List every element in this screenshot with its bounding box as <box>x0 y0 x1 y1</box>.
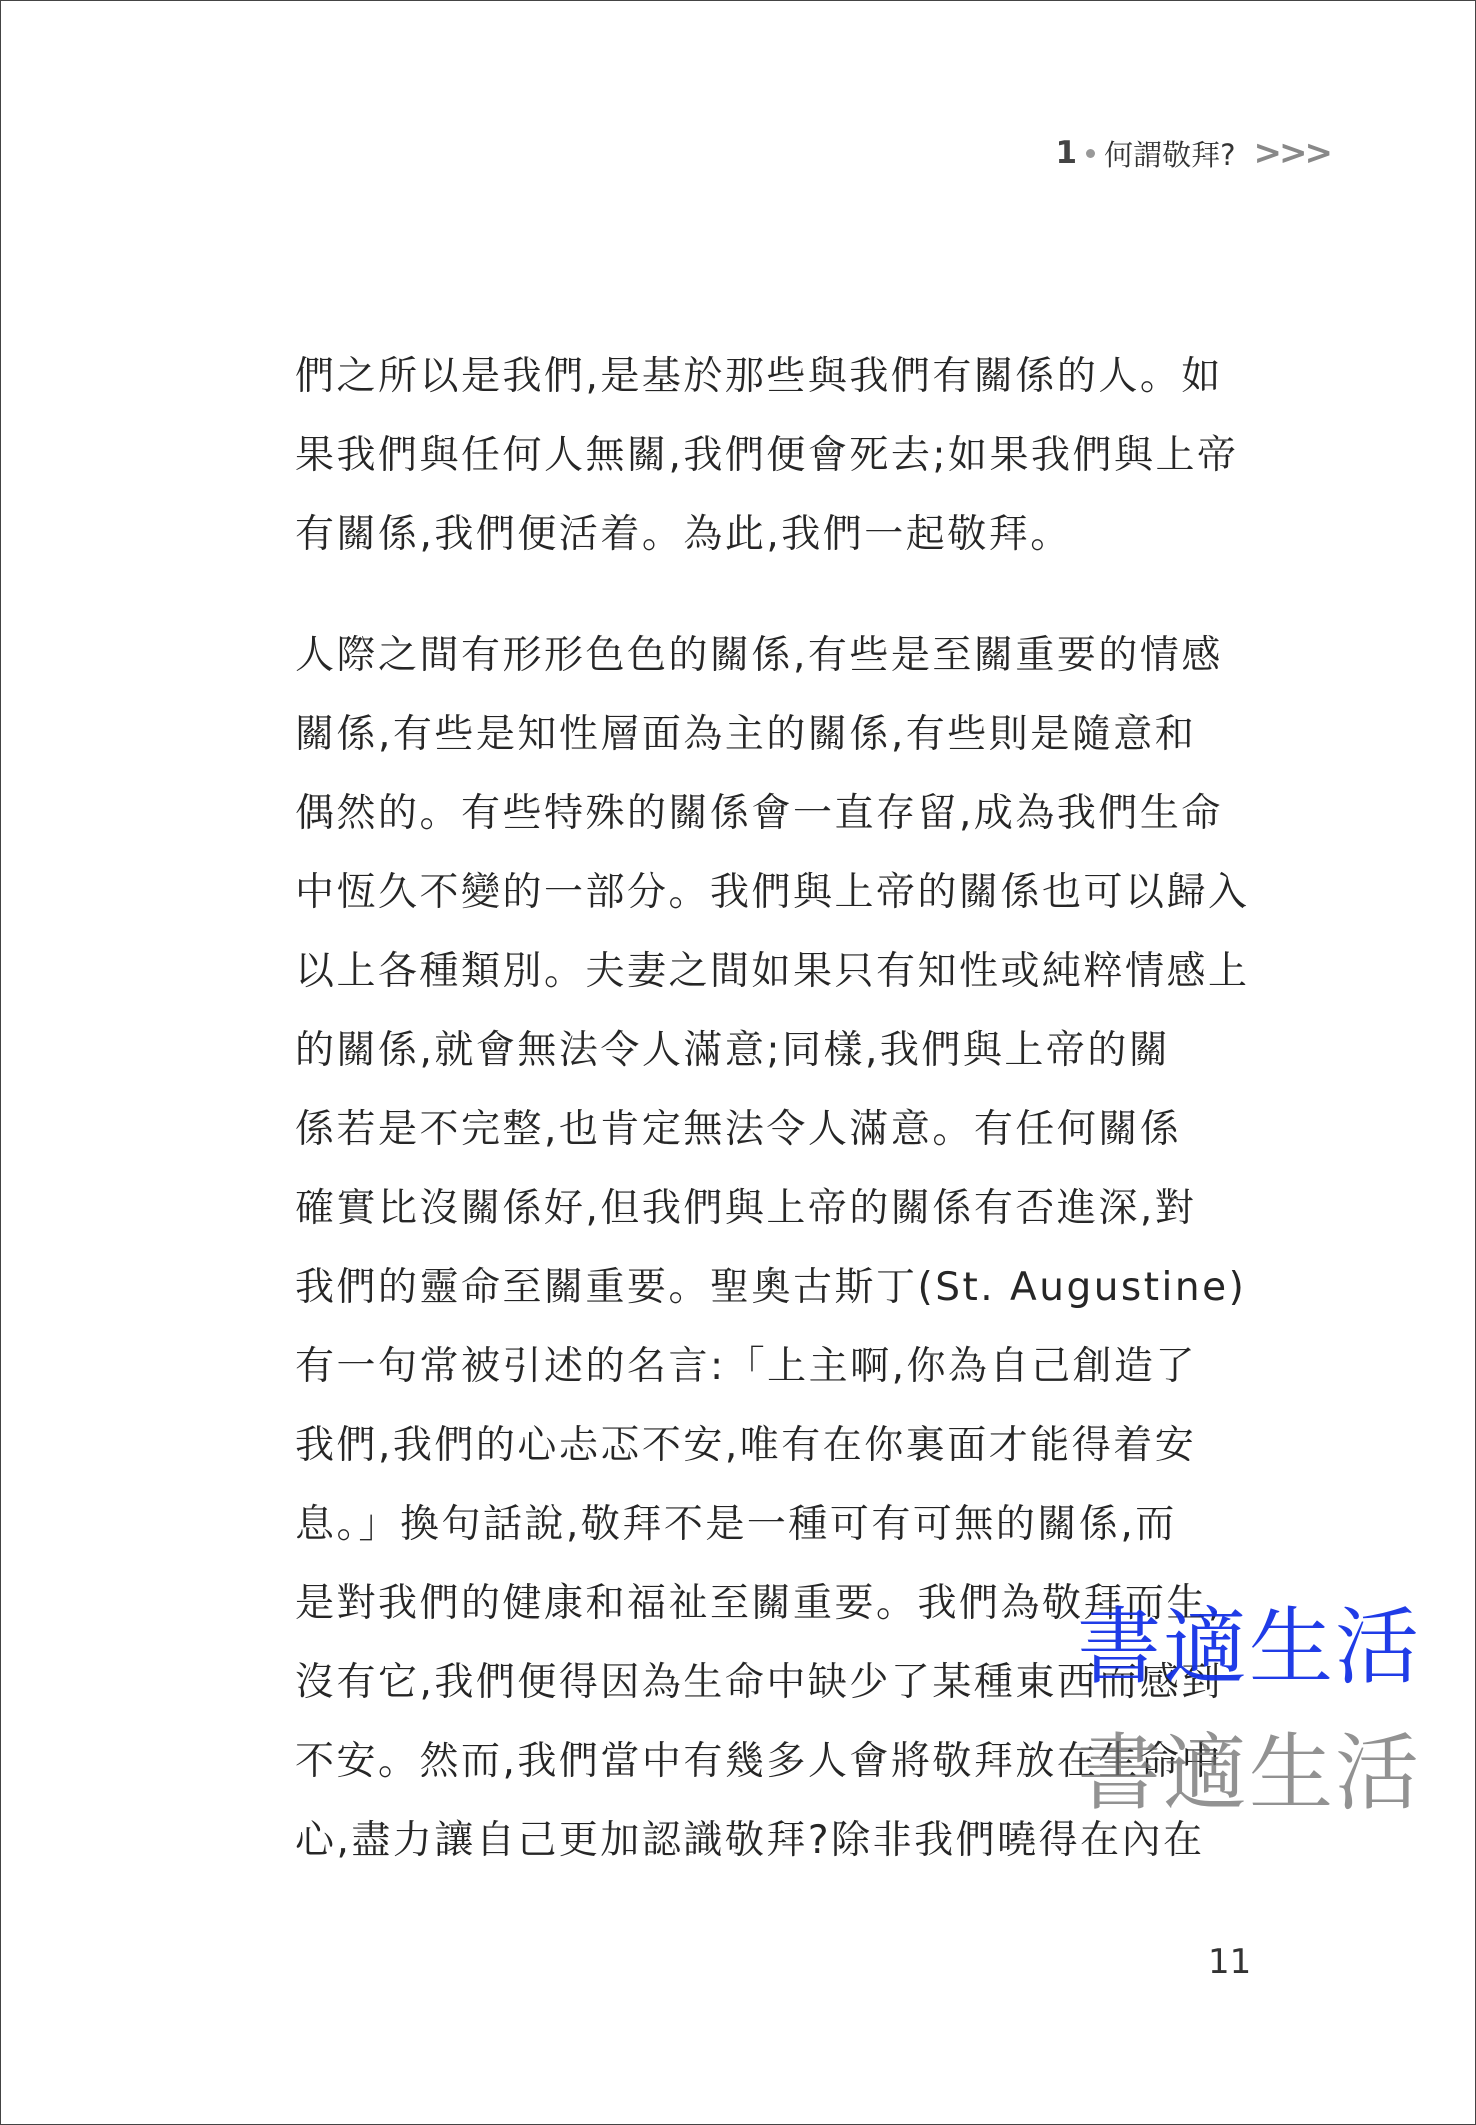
text-line: 確實比沒關係好,但我們與上帝的關係有否進深,對 <box>295 1186 1197 1231</box>
text-line: 息。」換句話說,敬拜不是一種可有可無的關係,而 <box>295 1502 1177 1547</box>
text-line: 以上各種類別。夫妻之間如果只有知性或純粹情感上 <box>295 949 1250 994</box>
watermark-gray: 書適生活 <box>1077 1724 1422 1822</box>
text-line: 關係,有些是知性層面為主的關係,有些則是隨意和 <box>295 712 1197 757</box>
text-line: 是對我們的健康和福祉至關重要。我們為敬拜而生, <box>295 1581 1223 1626</box>
watermark-blue: 書適生活 <box>1077 1598 1422 1696</box>
text-line: 我們,我們的心忐忑不安,唯有在你裏面才能得着安 <box>295 1423 1197 1468</box>
paragraph-1 <box>295 337 1245 574</box>
chapter-title: 何謂敬拜? <box>1104 137 1236 172</box>
text-line: 們之所以是我們,是基於那些與我們有關係的人。如 <box>295 354 1223 399</box>
separator-dot-icon <box>1086 149 1095 158</box>
chapter-number: 1 <box>1055 135 1078 171</box>
text-line: 偶然的。有些特殊的關係會一直存留,成為我們生命 <box>295 791 1223 836</box>
text-line: 係若是不完整,也肯定無法令人滿意。有任何關係 <box>295 1107 1182 1152</box>
text-line: 我們的靈命至關重要。聖奧古斯丁(St. Augustine) <box>295 1265 1247 1310</box>
text-line: 中恆久不變的一部分。我們與上帝的關係也可以歸入 <box>295 870 1250 915</box>
running-head <box>1056 131 1330 175</box>
text-line: 人際之間有形形色色的關係,有些是至關重要的情感 <box>295 633 1223 678</box>
text-line: 果我們與任何人無關,我們便會死去;如果我們與上帝 <box>295 433 1239 478</box>
text-line: 有關係,我們便活着。為此,我們一起敬拜。 <box>295 512 1072 557</box>
chevron-right-icon: >>> <box>1253 133 1330 173</box>
text-line: 心,盡力讓自己更加認識敬拜?除非我們曉得在內在 <box>295 1818 1205 1863</box>
text-line: 有一句常被引述的名言:「上主啊,你為自己創造了 <box>295 1344 1198 1389</box>
text-line: 的關係,就會無法令人滿意;同樣,我們與上帝的關 <box>295 1028 1171 1073</box>
text-line: 沒有它,我們便得因為生命中缺少了某種東西而感到 <box>295 1660 1223 1705</box>
page-number: 11 <box>1208 1942 1252 1982</box>
text-line: 不安。然而,我們當中有幾多人會將敬拜放在生命中 <box>295 1739 1223 1784</box>
